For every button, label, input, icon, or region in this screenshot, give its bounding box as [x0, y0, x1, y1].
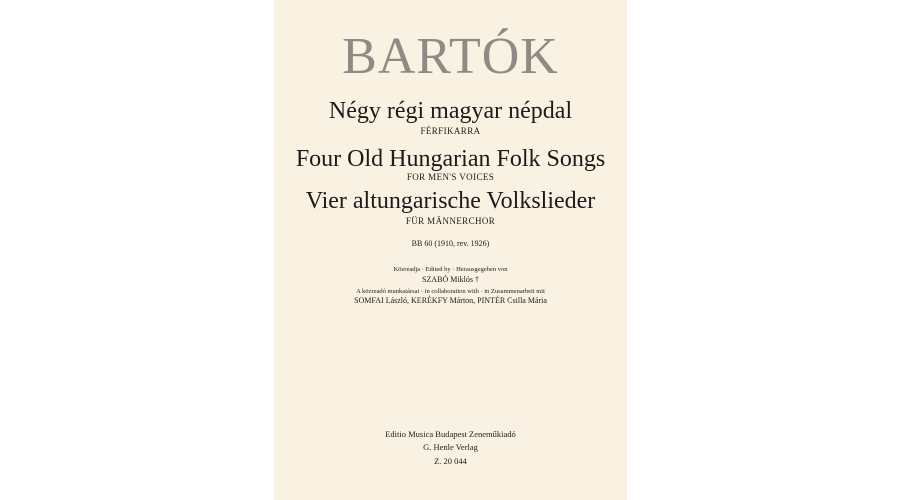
publisher-line-2: G. Henle Verlag	[423, 442, 478, 452]
title-hungarian: Négy régi magyar népdal	[328, 98, 573, 124]
composer-name: BARTÓK	[342, 28, 559, 85]
catalog-number: BB 60 (1910, rev. 1926)	[411, 239, 490, 248]
subtitle-english: FOR MEN'S VOICES	[406, 172, 495, 182]
publisher-line-1: Editio Musica Budapest Zeneműkiadó	[385, 429, 516, 439]
collaboration-label: A közreadó munkatársai · in collaboration with · in Zusammenarbeit mit	[356, 288, 545, 295]
edited-by-label: Közreadja · Edited by · Herausgegeben von	[393, 266, 508, 273]
subtitle-hungarian: FÉRFIKARRA	[420, 126, 481, 136]
collaborator-names: SOMFAI László, KERÉKFY Márton, PINTÉR Csilla Mária	[354, 296, 547, 305]
subtitle-german: FÜR MÄNNERCHOR	[405, 216, 496, 226]
title-english: Four Old Hungarian Folk Songs	[295, 146, 606, 172]
edition-number: Z. 20 044	[434, 456, 467, 466]
title-german: Vier altungarische Volkslieder	[305, 188, 596, 214]
editor-name: SZABÓ Miklós †	[422, 275, 479, 284]
score-cover	[274, 0, 627, 500]
